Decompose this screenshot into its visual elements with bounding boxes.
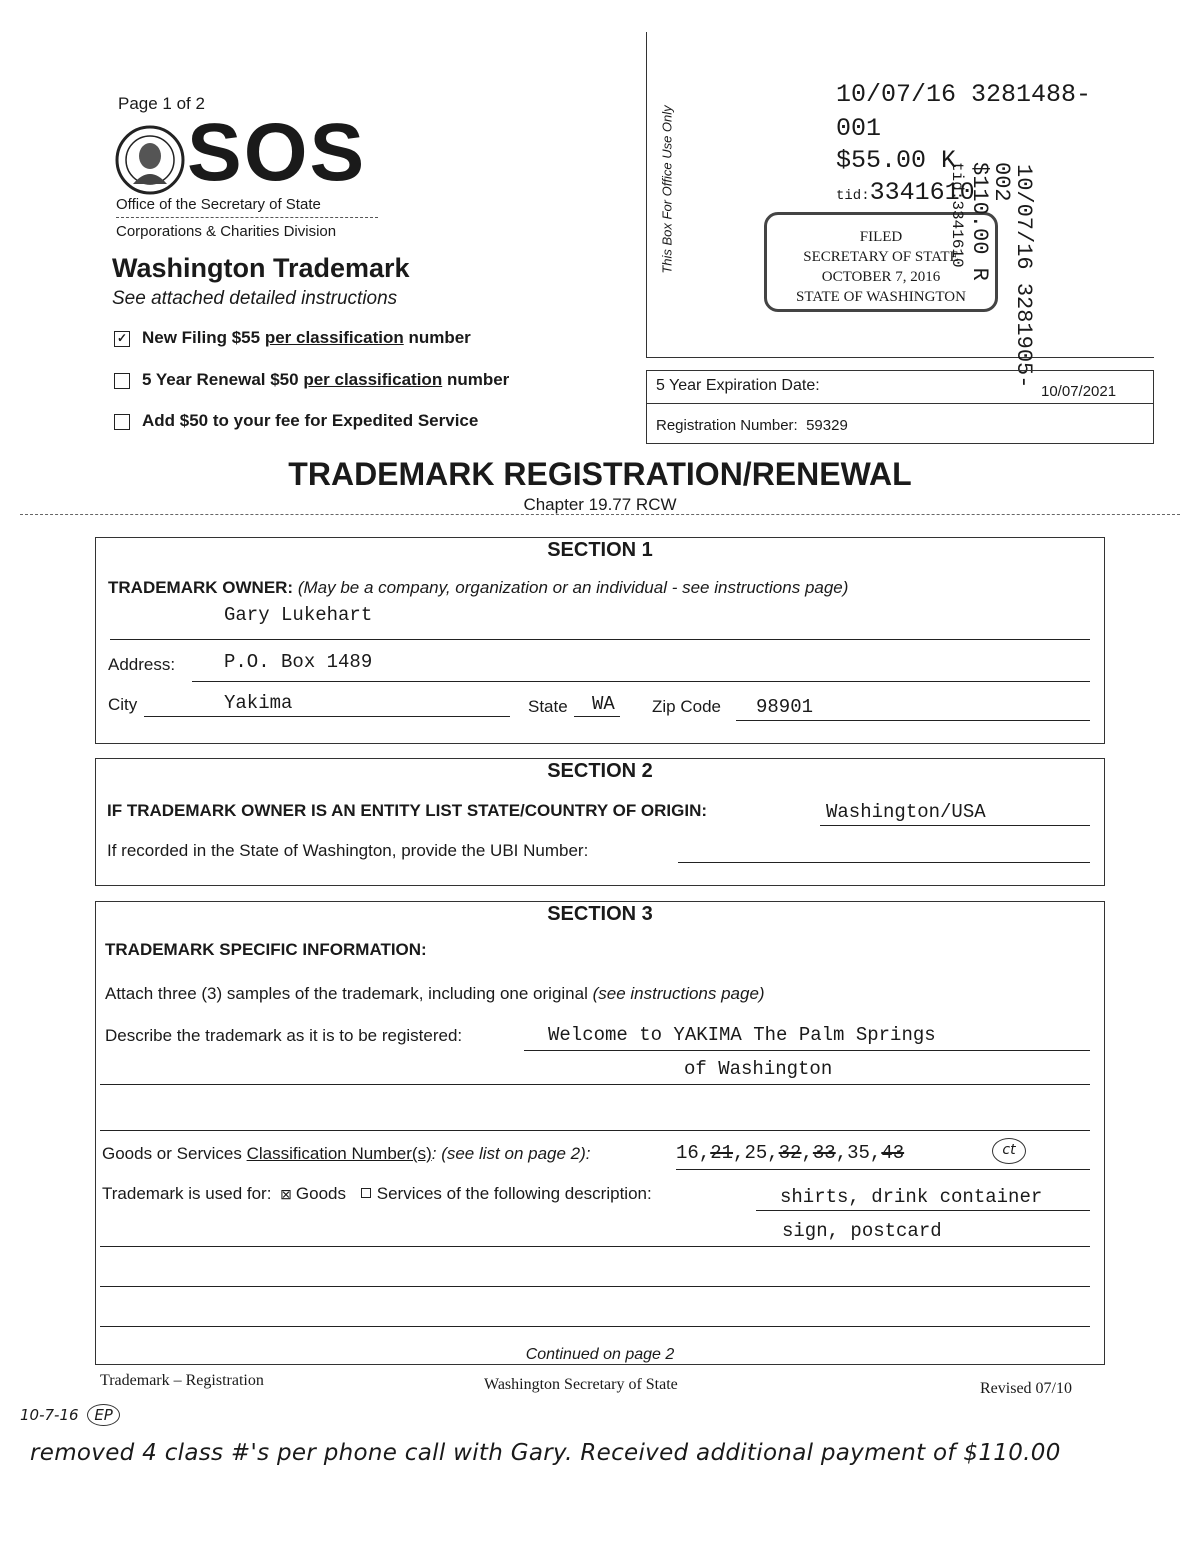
- office-divider: [116, 217, 378, 218]
- footer-left: Trademark – Registration: [100, 1372, 264, 1389]
- owner-note: (May be a company, organization or an individual - see instructions page): [297, 578, 849, 597]
- new-filing-rest: number: [408, 328, 471, 347]
- state-label: State: [528, 697, 568, 716]
- class-separator: ,: [767, 1142, 779, 1164]
- state-seal-icon: [115, 124, 185, 196]
- class-separator: ,: [869, 1142, 882, 1164]
- option-new-filing[interactable]: [114, 328, 471, 348]
- renewal-label: 5 Year Renewal $50: [142, 370, 299, 389]
- origin-line: [820, 825, 1090, 826]
- attach-text: Attach three (3) samples of the trademark, including one original: [105, 984, 588, 1003]
- address-field[interactable]: P.O. Box 1489: [224, 651, 373, 673]
- goods-checkbox[interactable]: ⊠: [280, 1186, 292, 1202]
- main-title: TRADEMARK REGISTRATION/RENEWAL: [288, 456, 912, 492]
- new-filing-checkbox[interactable]: ✓: [114, 331, 130, 347]
- renewal-per-class: per classification: [303, 370, 443, 389]
- handwritten-date: [20, 1404, 120, 1426]
- registration-divider: [647, 403, 1153, 404]
- section-1: [95, 537, 1105, 744]
- origin-label: IF TRADEMARK OWNER IS AN ENTITY LIST STATE/COUNTRY OF ORIGIN:: [107, 801, 708, 820]
- attach-note: (see instructions page): [592, 984, 765, 1003]
- class-number: 35: [847, 1142, 870, 1164]
- describe-line-1: [524, 1050, 1090, 1051]
- handwritten-date-text: 10-7-16: [20, 1406, 79, 1424]
- class-values-field[interactable]: [676, 1142, 904, 1164]
- city-field[interactable]: Yakima: [224, 692, 293, 714]
- stamp1-line2: 001: [836, 114, 882, 143]
- chapter-label: Chapter 19.77 RCW: [523, 495, 677, 514]
- services-checkbox[interactable]: [361, 1188, 371, 1198]
- address-label: Address:: [108, 655, 176, 674]
- attach-row: [105, 984, 765, 1004]
- footer-center: Washington Secretary of State: [484, 1376, 678, 1393]
- footer-right: Revised 07/10: [980, 1380, 1072, 1397]
- stamp2-line: 002: [989, 162, 1014, 202]
- used-for-row: [102, 1184, 652, 1204]
- description-field-line1[interactable]: shirts, drink container: [780, 1186, 1043, 1208]
- class-note: : (see list on page 2):: [431, 1144, 591, 1163]
- class-number: 25: [744, 1142, 768, 1164]
- owner-field[interactable]: Gary Lukehart: [224, 604, 373, 626]
- class-separator: ,: [835, 1142, 848, 1164]
- class-separator: ,: [801, 1142, 813, 1164]
- filed-stamp-line: OCTOBER 7, 2016: [821, 269, 941, 285]
- zip-label: Zip Code: [652, 697, 721, 716]
- handwritten-initials: EP: [94, 1406, 113, 1424]
- stamp1-tid-prefix: tid:: [836, 188, 870, 204]
- filed-stamp-line: STATE OF WASHINGTON: [796, 289, 966, 305]
- info-label: TRADEMARK SPECIFIC INFORMATION:: [105, 940, 427, 959]
- registration-number: 59329: [806, 417, 848, 434]
- stamp2-line: 10/07/16 3281905-: [1011, 164, 1036, 389]
- describe-label: Describe the trademark as it is to be registered:: [105, 1026, 463, 1045]
- form-title: Washington Trademark: [112, 253, 410, 283]
- services-label: Services of the following description:: [376, 1184, 652, 1203]
- renewal-checkbox[interactable]: [114, 373, 130, 389]
- registration-label: [656, 417, 848, 434]
- sos-logo: [115, 107, 380, 198]
- class-separator: ,: [698, 1142, 711, 1164]
- owner-label-row: [108, 578, 848, 598]
- class-label: Goods or Services: [102, 1144, 242, 1163]
- expedited-label: Add $50 to your fee for Expedited Service: [142, 411, 479, 430]
- ubi-line: [678, 862, 1090, 863]
- title-divider: [20, 514, 1180, 515]
- class-number: 43: [881, 1142, 905, 1164]
- office-name: Office of the Secretary of State: [116, 196, 321, 213]
- description-line-4: [100, 1326, 1090, 1327]
- class-separator: ,: [733, 1142, 745, 1164]
- stamp2-line: tid:3341610: [948, 162, 966, 268]
- handwritten-note: removed 4 class #'s per phone call with Gary. Received additional payment of $110.00: [30, 1440, 1061, 1466]
- office-box-side-label: This Box For Office Use Only: [659, 105, 675, 274]
- origin-field[interactable]: Washington/USA: [826, 801, 986, 823]
- class-label-underlined: Classification Number(s): [246, 1144, 432, 1163]
- class-initials: ct: [1002, 1142, 1016, 1158]
- goods-label: Goods: [295, 1184, 346, 1203]
- section-1-title: SECTION 1: [547, 539, 653, 561]
- handwritten-initials-circle: [87, 1404, 120, 1426]
- description-line-3: [100, 1286, 1090, 1287]
- new-filing-label: New Filing $55: [142, 328, 261, 347]
- office-box-left-border: [646, 32, 647, 358]
- state-field[interactable]: WA: [592, 693, 615, 715]
- section-2-title: SECTION 2: [547, 760, 653, 782]
- section-3-title: SECTION 3: [547, 903, 653, 925]
- description-line-2: [100, 1246, 1090, 1247]
- class-number: 16: [676, 1142, 699, 1164]
- city-line: [144, 716, 510, 717]
- city-label: City: [108, 695, 138, 714]
- description-line-1: [756, 1210, 1090, 1211]
- class-number: 33: [812, 1142, 836, 1164]
- used-label: Trademark is used for:: [102, 1184, 272, 1203]
- registration-box: [646, 370, 1154, 444]
- description-field-line2[interactable]: sign, postcard: [782, 1220, 942, 1242]
- section-2: [95, 758, 1105, 886]
- class-number: 32: [778, 1142, 802, 1164]
- filed-stamp-line: FILED: [859, 229, 903, 245]
- class-initials-circle: [992, 1138, 1026, 1164]
- class-number: 21: [710, 1142, 734, 1164]
- continued-label: Continued on page 2: [525, 1346, 675, 1363]
- expiration-value: 10/07/2021: [1041, 383, 1117, 400]
- office-box-bottom-border: [646, 357, 1154, 358]
- stamp1-tid-value: 3341610: [869, 178, 975, 207]
- section-3: [95, 901, 1105, 1365]
- owner-label: TRADEMARK OWNER:: [108, 578, 294, 597]
- expiration-label: 5 Year Expiration Date:: [656, 377, 820, 394]
- renewal-rest: number: [446, 370, 510, 389]
- stamp1-line1: 10/07/16 3281488-: [836, 80, 1092, 109]
- registration-label-text: Registration Number:: [656, 417, 798, 434]
- stamp1-amount: $55.00 K: [836, 146, 957, 175]
- zip-field[interactable]: 98901: [756, 696, 814, 718]
- ubi-label: If recorded in the State of Washington, provide the UBI Number:: [107, 841, 589, 860]
- expedited-checkbox[interactable]: [114, 414, 130, 430]
- address-line: [192, 681, 1090, 682]
- form-subtitle: See attached detailed instructions: [112, 288, 398, 309]
- division-name: Corporations & Charities Division: [116, 223, 337, 240]
- stamp2-rotated: [946, 162, 1034, 392]
- new-filing-per-class: per classification: [264, 328, 404, 347]
- state-line: [574, 716, 620, 717]
- describe-line-2: [100, 1084, 1090, 1085]
- option-renewal[interactable]: [114, 370, 509, 390]
- describe-field-line1[interactable]: Welcome to YAKIMA The Palm Springs: [548, 1024, 936, 1046]
- option-expedited[interactable]: [114, 411, 478, 431]
- page-label: Page 1 of 2: [118, 94, 205, 113]
- stamp2-line: $110.00 R: [967, 162, 992, 281]
- class-label-row: [102, 1144, 591, 1164]
- describe-field-line2[interactable]: of Washington: [684, 1058, 833, 1080]
- zip-line: [736, 720, 1090, 721]
- sos-logo-text: SOS: [187, 107, 367, 198]
- owner-line: [110, 639, 1090, 640]
- describe-line-3: [100, 1130, 1090, 1131]
- filed-stamp-line: SECRETARY OF STATE: [803, 249, 959, 265]
- class-line: [676, 1169, 1090, 1170]
